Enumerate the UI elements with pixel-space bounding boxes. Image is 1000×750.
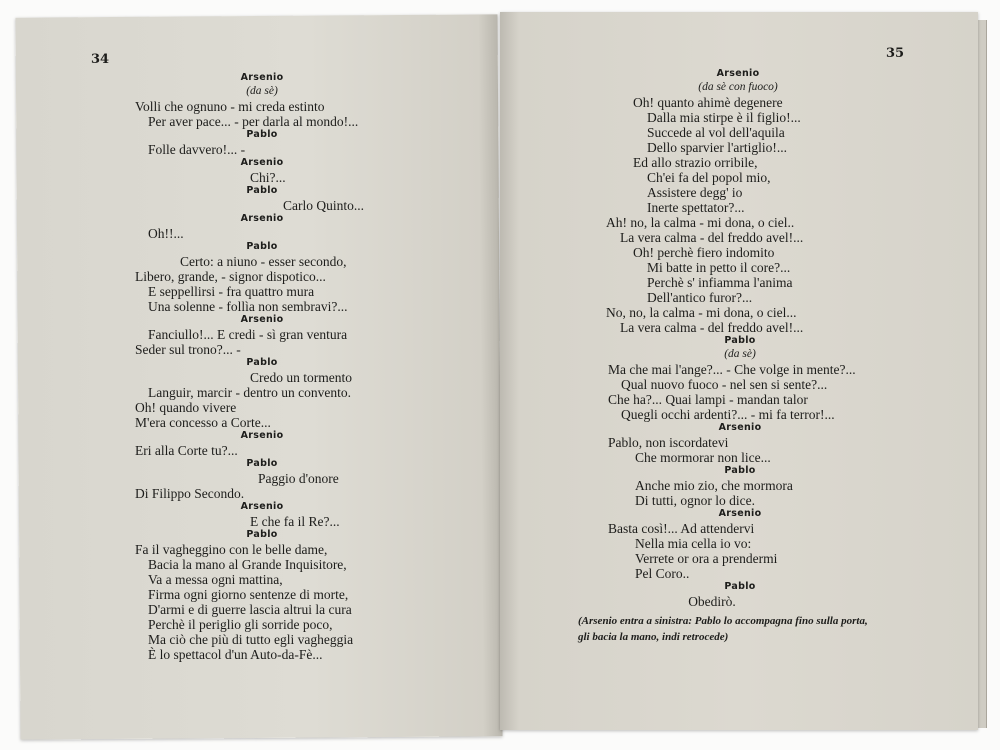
right-verse-line: No, no, la calma - mi dona, o ciel...: [606, 305, 797, 320]
left-speaker-name: Pablo: [246, 241, 278, 252]
right-verse-line: Inerte spettator?...: [647, 200, 745, 215]
left-speaker-name: Arsenio: [240, 314, 284, 325]
right-verse-line: Dello sparvier l'artiglio!...: [647, 140, 788, 155]
right-stage-direction: (Arsenio entra a sinistra: Pablo lo accompagna fino sulla porta,: [578, 615, 868, 627]
left-speaker-name: Pablo: [246, 129, 278, 140]
right-verse-line: Basta così!... Ad attendervi: [608, 521, 755, 536]
right-verse-line: Assistere degg' io: [647, 185, 743, 200]
left-stage-aside: (da sè): [246, 85, 278, 97]
left-page-number: 34: [91, 52, 110, 67]
left-verse-line: Languir, marcir - dentro un convento.: [148, 385, 352, 400]
right-speaker-name: Pablo: [724, 335, 756, 346]
left-verse-line: È lo spettacol d'un Auto-da-Fè...: [148, 647, 323, 662]
left-verse-line: Volli che ognuno - mi creda estinto: [135, 99, 325, 114]
right-verse-line: Dalla mia stirpe è il figlio!...: [647, 110, 801, 125]
left-verse-line: D'armi e di guerre lascia altrui la cura: [148, 602, 352, 617]
left-verse-line: Eri alla Corte tu?...: [135, 443, 238, 458]
right-speaker-name: Arsenio: [718, 508, 762, 519]
right-verse-line: Dell'antico furor?...: [647, 290, 753, 305]
right-verse-line: Ed allo strazio orribile,: [633, 155, 758, 170]
right-speaker-name: Pablo: [724, 581, 756, 592]
left-verse-line: Chi?...: [250, 170, 286, 185]
left-speaker-name: Arsenio: [240, 72, 284, 83]
right-verse-line: Perchè s' infiamma l'anima: [647, 275, 793, 290]
left-speaker-name: Arsenio: [240, 213, 284, 224]
left-verse-line: M'era concesso a Corte...: [135, 415, 271, 430]
right-verse-line: Oh! quanto ahimè degenere: [633, 95, 783, 110]
left-verse-line: Libero, grande, - signor dispotico...: [135, 269, 326, 284]
right-verse-line: Pablo, non iscordatevi: [608, 435, 729, 450]
left-verse-line: Di Filippo Secondo.: [135, 486, 245, 501]
left-verse-line: Bacia la mano al Grande Inquisitore,: [148, 557, 347, 572]
right-verse-line: Obedirò.: [688, 594, 736, 609]
left-verse-line: Ma ciò che più di tutto egli vagheggia: [148, 632, 354, 647]
right-page-number: 35: [886, 46, 905, 61]
left-verse-line: Seder sul trono?... -: [135, 342, 241, 357]
right-verse-line: La vera calma - del freddo avel!...: [620, 230, 804, 245]
right-verse-line: Che ha?... Quai lampi - mandan talor: [608, 392, 808, 407]
left-verse-line: Credo un tormento: [250, 370, 352, 385]
left-speaker-name: Arsenio: [240, 501, 284, 512]
left-verse-line: Una solenne - follìa non sembravi?...: [148, 299, 348, 314]
left-verse-line: Va a messa ogni mattina,: [148, 572, 283, 587]
left-verse-line: Certo: a niuno - esser secondo,: [180, 254, 347, 269]
right-verse-line: Verrete or ora a prendermi: [635, 551, 778, 566]
right-verse-line: Ma che mai l'ange?... - Che volge in mente?...: [608, 362, 856, 377]
left-verse-line: Oh! quando vivere: [135, 400, 237, 415]
right-verse-line: Pel Coro..: [635, 566, 690, 581]
left-speaker-name: Arsenio: [240, 157, 284, 168]
right-stage-direction: gli bacia la mano, indi retrocede): [578, 631, 729, 643]
left-verse-line: Firma ogni giorno sentenze di morte,: [148, 587, 349, 602]
left-verse-line: Paggio d'onore: [258, 471, 339, 486]
right-verse-line: Nella mia cella io vo:: [635, 536, 752, 551]
left-verse-line: E che fa il Re?...: [250, 514, 340, 529]
left-verse-line: E seppellirsi - fra quattro mura: [148, 284, 315, 299]
right-verse-line: Ch'ei fa del popol mio,: [647, 170, 771, 185]
left-speaker-name: Pablo: [246, 357, 278, 368]
right-verse-line: Quegli occhi ardenti?... - mi fa terror!...: [621, 407, 835, 422]
left-verse-line: Folle davvero!... -: [148, 142, 246, 157]
left-verse-line: Perchè il periglio gli sorride poco,: [148, 617, 333, 632]
left-verse-line: Fa il vagheggino con le belle dame,: [135, 542, 328, 557]
right-stage-aside: (da sè con fuoco): [698, 81, 778, 93]
right-speaker-name: Arsenio: [716, 68, 760, 79]
right-verse-line: Di tutti, ognor lo dice.: [635, 493, 755, 508]
right-verse-line: Anche mio zio, che mormora: [635, 478, 793, 493]
left-verse-line: Oh!!...: [148, 226, 184, 241]
right-speaker-name: Arsenio: [718, 422, 762, 433]
right-verse-line: Succede al vol dell'aquila: [647, 125, 785, 140]
left-speaker-name: Pablo: [246, 529, 278, 540]
right-stage-aside: (da sè): [724, 348, 756, 360]
right-verse-line: Qual nuovo fuoco - nel sen si sente?...: [621, 377, 828, 392]
left-verse-line: Carlo Quinto...: [283, 198, 364, 213]
right-verse-line: Oh! perchè fiero indomito: [633, 245, 775, 260]
left-verse-line: Fanciullo!... E credi - sì gran ventura: [148, 327, 348, 342]
right-verse-line: Ah! no, la calma - mi dona, o ciel..: [606, 215, 795, 230]
right-verse-line: La vera calma - del freddo avel!...: [620, 320, 804, 335]
left-speaker-name: Pablo: [246, 185, 278, 196]
left-speaker-name: Pablo: [246, 458, 278, 469]
left-speaker-name: Arsenio: [240, 430, 284, 441]
right-speaker-name: Pablo: [724, 465, 756, 476]
right-verse-line: Che mormorar non lice...: [635, 450, 771, 465]
right-verse-line: Mi batte in petto il core?...: [647, 260, 791, 275]
left-verse-line: Per aver pace... - per darla al mondo!...: [148, 114, 359, 129]
